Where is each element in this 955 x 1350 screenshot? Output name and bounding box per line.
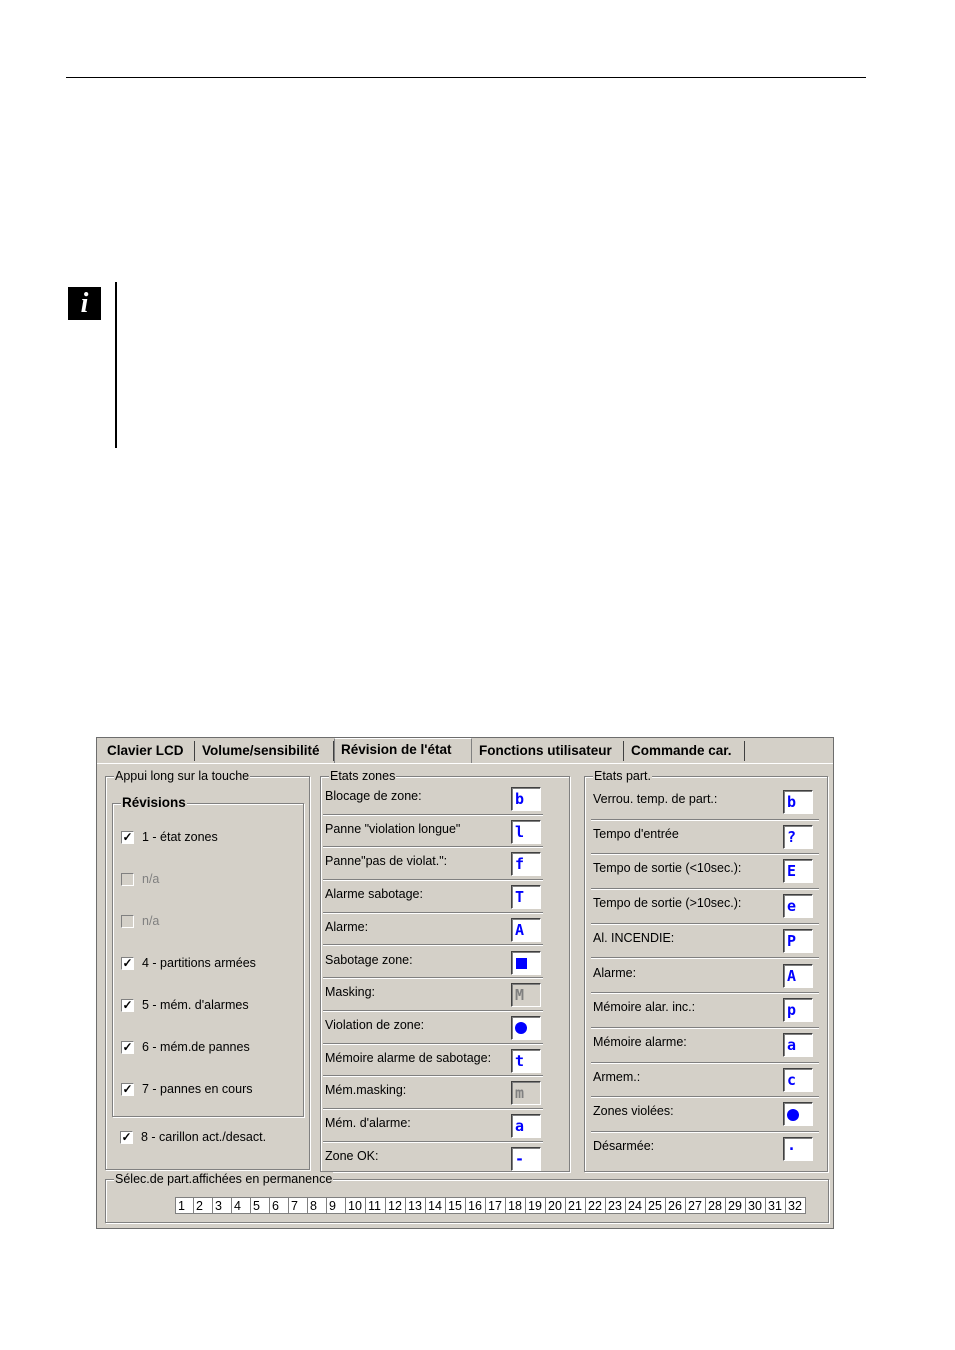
partition-number-cell[interactable]: 18 bbox=[506, 1197, 526, 1214]
partition-display-group bbox=[105, 1172, 829, 1223]
partition-number-bar bbox=[175, 1197, 806, 1214]
tab-commande-car[interactable]: Commande car. bbox=[625, 741, 745, 761]
tab-baseline bbox=[97, 763, 833, 764]
partition-number-cell[interactable]: 15 bbox=[446, 1197, 466, 1214]
revision-item-6[interactable]: ✓ 6 - mém.de pannes bbox=[122, 1040, 250, 1055]
partition-number-cell[interactable]: 8 bbox=[308, 1197, 327, 1214]
checkbox-checked-icon[interactable]: ✓ bbox=[121, 1130, 132, 1145]
partition-number-cell[interactable]: 29 bbox=[726, 1197, 746, 1214]
zone-state-row bbox=[323, 881, 543, 914]
partition-number-cell[interactable]: 23 bbox=[606, 1197, 626, 1214]
zone-state-char-input[interactable]: l bbox=[511, 820, 541, 844]
zone-state-label: Alarme: bbox=[325, 919, 369, 934]
zone-state-label: Masking: bbox=[325, 985, 376, 1000]
zone-state-char-input[interactable]: a bbox=[511, 1114, 541, 1138]
partition-state-row bbox=[591, 855, 819, 890]
partition-number-cell[interactable]: 30 bbox=[746, 1197, 766, 1214]
partition-state-char-input[interactable]: P bbox=[783, 929, 813, 953]
note-side-bar bbox=[115, 282, 117, 448]
zone-state-row bbox=[323, 914, 543, 947]
zone-state-char-input[interactable]: t bbox=[511, 1049, 541, 1073]
partition-number-cell[interactable]: 9 bbox=[327, 1197, 346, 1214]
partition-number-cell[interactable]: 26 bbox=[666, 1197, 686, 1214]
long-press-group bbox=[105, 769, 310, 1170]
partition-number-cell[interactable]: 19 bbox=[526, 1197, 546, 1214]
partition-state-label: Armem.: bbox=[593, 1069, 641, 1084]
partition-state-row bbox=[591, 786, 819, 821]
partition-state-char-input[interactable]: · bbox=[783, 1137, 813, 1161]
zone-state-char-input: M bbox=[511, 983, 541, 1007]
zone-state-char-input[interactable]: f bbox=[511, 852, 541, 876]
zone-state-char-input[interactable]: T bbox=[511, 885, 541, 909]
partition-state-char-input[interactable]: a bbox=[783, 1033, 813, 1057]
zone-state-row bbox=[323, 947, 543, 980]
checkbox-checked-icon[interactable]: ✓ bbox=[122, 830, 133, 845]
zone-state-label: Panne "violation longue" bbox=[325, 821, 461, 836]
partition-display-title: Sélec.de part.affichées en permanence bbox=[115, 1172, 333, 1186]
revision-item-1[interactable]: ✓ 1 - état zones bbox=[122, 830, 218, 845]
checkbox-disabled-icon bbox=[121, 873, 134, 886]
zone-state-char-input: m bbox=[511, 1081, 541, 1105]
zone-state-row bbox=[323, 1012, 543, 1045]
partition-number-cell[interactable]: 13 bbox=[406, 1197, 426, 1214]
partition-number-cell[interactable]: 4 bbox=[232, 1197, 251, 1214]
partition-state-row bbox=[591, 1029, 819, 1064]
revision-item-4[interactable]: ✓ 4 - partitions armées bbox=[122, 956, 256, 971]
revisions-group bbox=[112, 795, 304, 1117]
checkbox-checked-icon[interactable]: ✓ bbox=[122, 1040, 133, 1055]
zone-state-label: Violation de zone: bbox=[325, 1017, 425, 1032]
partition-number-cell[interactable]: 20 bbox=[546, 1197, 566, 1214]
partition-number-cell[interactable]: 32 bbox=[786, 1197, 806, 1214]
zone-state-row bbox=[323, 979, 543, 1012]
partition-state-row bbox=[591, 1133, 819, 1168]
partition-number-cell[interactable]: 7 bbox=[289, 1197, 308, 1214]
revisions-title: Révisions bbox=[122, 795, 186, 810]
partition-state-char-input[interactable]: p bbox=[783, 998, 813, 1022]
revision-item-3: n/a bbox=[121, 914, 159, 930]
partition-state-char-input[interactable]: A bbox=[783, 964, 813, 988]
chime-toggle[interactable]: ✓ 8 - carillon act./desact. bbox=[121, 1130, 267, 1145]
zone-state-char-input[interactable] bbox=[511, 1016, 541, 1040]
tab-strip bbox=[97, 738, 833, 764]
partition-state-label: Zones violées: bbox=[593, 1104, 674, 1119]
partition-number-cell[interactable]: 22 bbox=[586, 1197, 606, 1214]
long-press-title: Appui long sur la touche bbox=[115, 769, 250, 783]
page-top-rule bbox=[66, 77, 866, 78]
partition-number-cell[interactable]: 3 bbox=[213, 1197, 232, 1214]
zone-state-label: Mém.masking: bbox=[325, 1083, 407, 1098]
partition-state-label: Désarmée: bbox=[593, 1139, 655, 1153]
partition-state-label: Verrou. temp. de part.: bbox=[593, 792, 718, 806]
revision-item-2: n/a bbox=[121, 872, 159, 888]
zone-state-row bbox=[323, 816, 543, 849]
partition-number-cell[interactable]: 11 bbox=[366, 1197, 386, 1214]
zone-state-char-input[interactable]: A bbox=[511, 918, 541, 942]
partition-state-label: Mémoire alarme: bbox=[593, 1034, 687, 1049]
partition-number-cell[interactable]: 27 bbox=[686, 1197, 706, 1214]
partition-state-label: Tempo d'entrée bbox=[593, 826, 679, 841]
partition-state-char-input[interactable]: c bbox=[783, 1068, 813, 1092]
checkbox-checked-icon[interactable]: ✓ bbox=[122, 956, 133, 971]
partition-state-label: Alarme: bbox=[593, 965, 637, 980]
partition-number-cell[interactable]: 2 bbox=[194, 1197, 213, 1214]
info-icon: i bbox=[68, 287, 101, 320]
zone-state-label: Mém. d'alarme: bbox=[325, 1116, 411, 1130]
partition-number-cell[interactable]: 10 bbox=[346, 1197, 366, 1214]
partition-states-group bbox=[584, 769, 828, 1172]
zone-state-char-input[interactable]: b bbox=[511, 787, 541, 811]
partition-number-cell[interactable]: 12 bbox=[386, 1197, 406, 1214]
checkbox-disabled-icon bbox=[121, 915, 134, 928]
zone-state-label: Panne"pas de violat.": bbox=[325, 854, 448, 869]
zone-state-label: Blocage de zone: bbox=[325, 789, 422, 803]
partition-state-row bbox=[591, 994, 819, 1029]
zone-state-char-input[interactable]: - bbox=[511, 1147, 541, 1171]
partition-state-row bbox=[591, 821, 819, 856]
partition-state-label: Al. INCENDIE: bbox=[593, 930, 675, 945]
partition-number-cell[interactable]: 5 bbox=[251, 1197, 270, 1214]
zone-state-row bbox=[323, 848, 543, 881]
checkbox-checked-icon[interactable]: ✓ bbox=[122, 998, 133, 1013]
zone-state-label: Sabotage zone: bbox=[325, 952, 413, 967]
filled-dot-icon bbox=[787, 1109, 799, 1121]
partition-state-label: Tempo de sortie (<10sec.): bbox=[593, 861, 742, 876]
tab-clavier-lcd[interactable]: Clavier LCD bbox=[101, 741, 195, 761]
zone-state-row bbox=[323, 1143, 543, 1176]
partition-state-char-input[interactable]: b bbox=[783, 790, 813, 814]
partition-state-row bbox=[591, 925, 819, 960]
revision-item-7[interactable]: ✓ 7 - pannes en cours bbox=[122, 1082, 253, 1097]
tab-revision-etat[interactable]: Révision de l'état bbox=[334, 738, 472, 764]
partition-state-char-input[interactable]: ? bbox=[783, 825, 813, 849]
partition-number-cell[interactable]: 24 bbox=[626, 1197, 646, 1214]
zone-states-title: Etats zones bbox=[330, 769, 396, 783]
partition-number-cell[interactable]: 14 bbox=[426, 1197, 446, 1214]
partition-state-row bbox=[591, 890, 819, 925]
zone-state-row bbox=[323, 783, 543, 816]
partition-number-cell[interactable]: 16 bbox=[466, 1197, 486, 1214]
partition-number-cell[interactable]: 25 bbox=[646, 1197, 666, 1214]
settings-window bbox=[96, 737, 834, 1229]
partition-state-char-input[interactable] bbox=[783, 1102, 813, 1126]
partition-state-row bbox=[591, 1098, 819, 1133]
checkbox-checked-icon[interactable]: ✓ bbox=[122, 1082, 133, 1097]
filled-square-icon bbox=[516, 958, 527, 969]
zone-state-label: Zone OK: bbox=[325, 1148, 379, 1163]
partition-state-char-input[interactable]: E bbox=[783, 859, 813, 883]
partition-states-title: Etats part. bbox=[594, 769, 651, 783]
partition-state-row bbox=[591, 1064, 819, 1099]
partition-state-char-input[interactable]: e bbox=[783, 894, 813, 918]
partition-state-label: Mémoire alar. inc.: bbox=[593, 1000, 696, 1015]
zone-states-group bbox=[320, 769, 570, 1172]
partition-number-cell[interactable]: 21 bbox=[566, 1197, 586, 1214]
partition-number-cell[interactable]: 31 bbox=[766, 1197, 786, 1214]
zone-state-label: Mémoire alarme de sabotage: bbox=[325, 1050, 492, 1065]
zone-state-char-input[interactable] bbox=[511, 951, 541, 975]
partition-number-cell[interactable]: 1 bbox=[175, 1197, 194, 1214]
zone-state-row bbox=[323, 1110, 543, 1143]
filled-dot-icon bbox=[515, 1022, 527, 1034]
partition-state-row bbox=[591, 960, 819, 995]
tab-fonctions-utilisateur[interactable]: Fonctions utilisateur bbox=[473, 741, 624, 761]
zone-state-label: Alarme sabotage: bbox=[325, 887, 423, 902]
zone-state-row bbox=[323, 1077, 543, 1110]
revision-item-5[interactable]: ✓ 5 - mém. d'alarmes bbox=[122, 998, 249, 1013]
partition-number-cell[interactable]: 28 bbox=[706, 1197, 726, 1214]
zone-state-row bbox=[323, 1045, 543, 1078]
tab-volume-sensibilite[interactable]: Volume/sensibilité bbox=[196, 741, 334, 761]
partition-number-cell[interactable]: 17 bbox=[486, 1197, 506, 1214]
partition-number-cell[interactable]: 6 bbox=[270, 1197, 289, 1214]
partition-state-label: Tempo de sortie (>10sec.): bbox=[593, 896, 742, 911]
